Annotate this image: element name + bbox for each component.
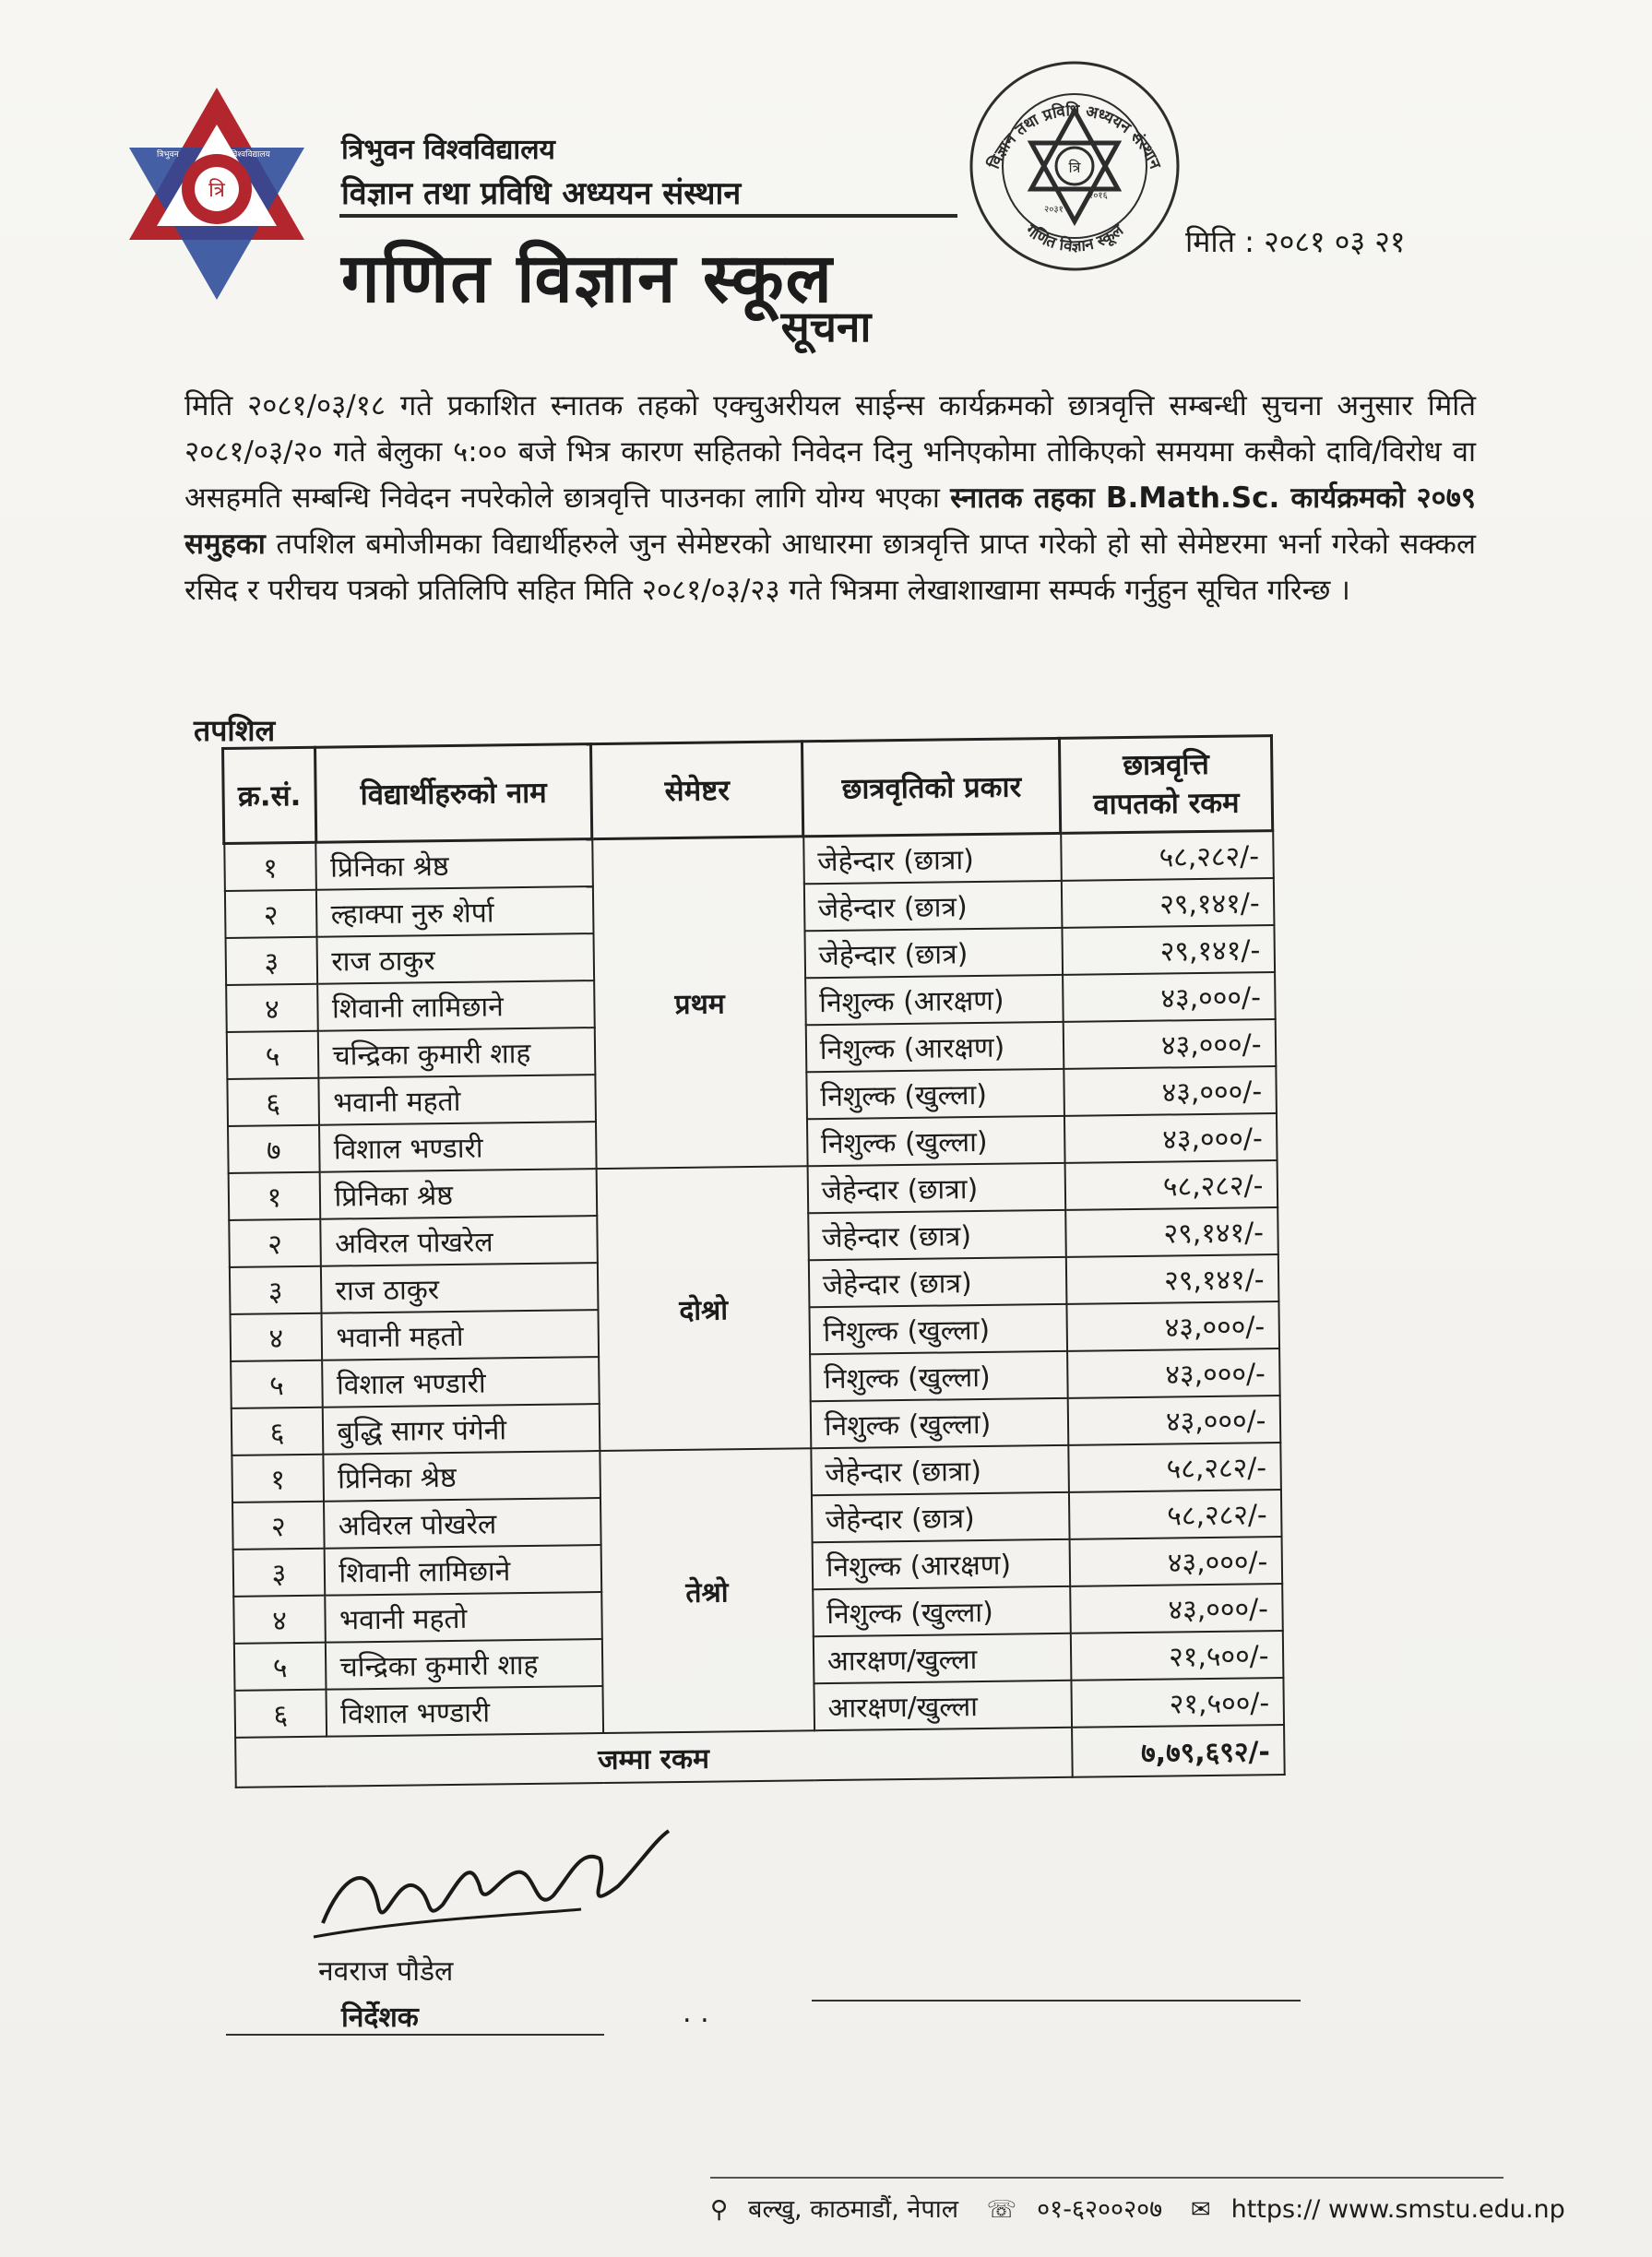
row-scholarship-type: जेहेन्दार (छात्रा) — [807, 1163, 1065, 1213]
row-scholarship-type: निशुल्क (खुल्ला) — [810, 1398, 1068, 1448]
row-sn: ४ — [230, 1313, 323, 1361]
row-sn: २ — [224, 890, 317, 938]
row-student-name: भवानी महतो — [319, 1075, 596, 1125]
footer-divider — [710, 2177, 1503, 2179]
row-student-name: विशाल भण्डारी — [327, 1686, 603, 1737]
row-scholarship-type: निशुल्क (खुल्ला) — [813, 1586, 1071, 1636]
row-amount: २९,१४१/- — [1062, 878, 1274, 928]
row-semester: दोश्रो — [596, 1166, 811, 1451]
svg-text:विज्ञान तथा प्रविधि अध्ययन संस: विज्ञान तथा प्रविधि अध्ययन संस्थान — [984, 101, 1165, 172]
header-divider — [339, 214, 957, 218]
row-scholarship-type: जेहेन्दार (छात्र) — [808, 1210, 1066, 1260]
row-scholarship-type: निशुल्क (आरक्षण) — [805, 1022, 1064, 1072]
header-type: छात्रवृतिको प्रकार — [802, 738, 1061, 836]
row-student-name: चन्द्रिका कुमारी शाह — [326, 1639, 602, 1690]
row-sn: ५ — [231, 1360, 324, 1408]
notice-body-bold: स्नातक तहका B.Math.Sc. कार्यक्रमको २०७९ समुहका — [184, 481, 1476, 561]
tapasil-label: तपशिल — [194, 713, 276, 748]
signature-line — [226, 2034, 604, 2036]
row-amount: ४३,०००/- — [1069, 1537, 1281, 1586]
row-student-name: राज ठाकुर — [317, 933, 594, 984]
row-amount: ४३,०००/- — [1064, 1066, 1276, 1116]
university-name: त्रिभुवन विश्वविद्यालय — [341, 134, 555, 166]
svg-text:त्रि: त्रि — [1068, 159, 1081, 176]
row-scholarship-type: जेहेन्दार (छात्र) — [804, 881, 1063, 931]
row-amount: ५८,२८२/- — [1061, 831, 1273, 881]
scholarship-table-wrapper — [221, 734, 1295, 1788]
row-amount: ४३,०००/- — [1064, 1113, 1277, 1163]
location-pin-icon: ⚲ — [710, 2196, 729, 2224]
row-amount: ५८,२८२/- — [1069, 1490, 1281, 1539]
row-semester: तेश्रो — [600, 1448, 814, 1733]
table-body — [224, 831, 1284, 1788]
footer-address: बल्खु, काठमाडौं, नेपाल — [748, 2195, 958, 2224]
total-label: जम्मा रकम — [235, 1728, 1073, 1788]
signature-dots: . . — [683, 1997, 709, 2029]
row-sn: १ — [224, 842, 317, 891]
svg-text:गणित विज्ञान स्कूल: गणित विज्ञान स्कूल — [1022, 220, 1127, 256]
row-amount: ५८,२८२/- — [1068, 1443, 1280, 1492]
row-student-name: अविरल पोखरेल — [324, 1498, 600, 1549]
row-sn: २ — [232, 1502, 326, 1550]
row-student-name: चन्द्रिका कुमारी शाह — [318, 1028, 595, 1078]
row-student-name: भवानी महतो — [326, 1592, 602, 1643]
row-student-name: विशाल भण्डारी — [319, 1122, 596, 1172]
footer — [710, 2191, 1586, 2225]
notice-body-part1: मिति २०८१/०३/१८ गते प्रकाशित स्नातक तहको एक्चुअरीयल साईन्स कार्यक्रमको छात्रवृत्ति सम्बन्धी सुचना अनुसार मिति २०८१/०३/२० गते बेलुका ५:०० बजे भित्र कारण सहितको निवेदन दिनु भनिएकोमा तोकिएको समयमा कसैको दावि/विरोध वा असहमति सम्बन्धि निवेदन नपरेकोले छात्रवृत्ति पाउनका लागि योग्य भएका — [184, 389, 1476, 515]
row-student-name: भवानी महतो — [322, 1310, 599, 1360]
row-student-name: प्रिनिका श्रेष्ठ — [316, 839, 593, 890]
row-scholarship-type: आरक्षण/खुल्ला — [814, 1633, 1072, 1683]
row-student-name: प्रिनिका श्रेष्ठ — [324, 1451, 600, 1502]
row-sn: ३ — [232, 1549, 326, 1597]
row-amount: २९,१४१/- — [1062, 925, 1274, 975]
row-scholarship-type: आरक्षण/खुल्ला — [814, 1681, 1072, 1730]
row-sn: ३ — [225, 937, 318, 985]
svg-text:२०३१: २०३१ — [1044, 205, 1064, 215]
row-sn: ५ — [233, 1643, 327, 1691]
row-sn: ४ — [226, 984, 319, 1032]
director-name: नवराज पौडेल — [318, 1955, 454, 1988]
row-sn: ३ — [229, 1266, 322, 1314]
row-amount: ४३,०००/- — [1070, 1584, 1282, 1633]
row-amount: २९,१४१/- — [1066, 1254, 1278, 1304]
row-scholarship-type: जेहेन्दार (छात्र) — [812, 1492, 1070, 1542]
notice-date: मिति : २०८१ ०३ २१ — [1185, 224, 1406, 259]
row-amount: ४३,०००/- — [1066, 1301, 1278, 1351]
row-sn: १ — [228, 1172, 321, 1220]
row-student-name: शिवानी लामिछाने — [318, 980, 595, 1031]
row-amount: २९,१४१/- — [1065, 1207, 1278, 1257]
header-amount-line2: वापतको रकम — [1093, 786, 1240, 822]
scholarship-table — [221, 734, 1286, 1788]
footer-website[interactable]: https:// www.smstu.edu.np — [1230, 2195, 1565, 2224]
notice-body — [184, 383, 1476, 613]
row-sn: ४ — [233, 1596, 327, 1644]
phone-icon: ☏ — [986, 2196, 1017, 2224]
total-amount: ७,७९,६९२/- — [1072, 1725, 1284, 1777]
row-sn: २ — [229, 1219, 322, 1267]
row-amount: ४३,०००/- — [1067, 1348, 1279, 1398]
header-name: विद्यार्थीहरुको नाम — [315, 744, 591, 843]
svg-text:२०१६: २०१६ — [1088, 191, 1108, 201]
row-sn: ६ — [227, 1078, 320, 1126]
row-scholarship-type: निशुल्क (आरक्षण) — [812, 1539, 1070, 1589]
notice-title: सूचना — [780, 302, 872, 351]
notice-body-part2: तपशिल बमोजीमका विद्यार्थीहरुले जुन सेमेष्टरको आधारमा छात्रवृत्ति प्राप्त गरेको हो सो सेमेष्टरमा भर्ना गरेको सक्कल रसिद र परीचय पत्रको प्रतिलिपि सहित मिति २०८१/०३/२३ गते भित्रमा लेखाशाखामा सम्पर्क गर्नुहुन सूचित गरिन्छ । — [184, 528, 1476, 607]
row-student-name: विशाल भण्डारी — [323, 1357, 600, 1408]
director-signature — [304, 1822, 673, 1951]
row-scholarship-type: जेहेन्दार (छात्रा) — [803, 833, 1062, 884]
row-student-name: प्रिनिका श्रेष्ठ — [320, 1169, 597, 1219]
row-scholarship-type: निशुल्क (खुल्ला) — [809, 1304, 1067, 1354]
row-scholarship-type: जेहेन्दार (छात्रा) — [811, 1445, 1069, 1495]
row-sn: ६ — [231, 1408, 324, 1455]
header-semester: सेमेष्टर — [591, 742, 803, 839]
header-amount-line1: छात्रवृत्ति — [1123, 747, 1209, 783]
institute-seal — [959, 46, 1190, 304]
row-sn: ६ — [234, 1690, 327, 1738]
institute-name: विज्ञान तथा प्रविधि अध्ययन संस्थान — [341, 175, 742, 212]
svg-text:त्रिभुवन: त्रिभुवन — [157, 150, 179, 160]
director-title: निर्देशक — [341, 2002, 419, 2034]
svg-text:विश्वविद्यालय: विश्वविद्यालय — [231, 150, 270, 160]
school-name: गणित विज्ञान स्कूल — [341, 239, 834, 318]
row-sn: ५ — [226, 1031, 319, 1079]
row-amount: २१,५००/- — [1071, 1678, 1283, 1728]
mail-icon: ✉ — [1190, 2196, 1211, 2224]
row-student-name: ल्हाक्पा नुरु शेर्पा — [316, 886, 593, 937]
row-scholarship-type: जेहेन्दार (छात्र) — [804, 928, 1063, 978]
row-student-name: राज ठाकुर — [321, 1263, 598, 1313]
row-sn: १ — [232, 1455, 325, 1503]
row-amount: ४३,०००/- — [1068, 1396, 1280, 1445]
header-amount — [1060, 736, 1273, 834]
blank-signature-line — [812, 2000, 1301, 2002]
svg-text:त्रि: त्रि — [208, 179, 225, 202]
header-sn: क्र.सं. — [223, 747, 316, 843]
row-amount: ४३,०००/- — [1064, 1019, 1276, 1069]
table-header-row — [223, 736, 1273, 844]
row-amount: ५८,२८२/- — [1064, 1160, 1277, 1210]
tu-logo — [120, 83, 314, 304]
row-scholarship-type: निशुल्क (खुल्ला) — [806, 1069, 1064, 1119]
row-amount: ४३,०००/- — [1063, 972, 1275, 1022]
row-scholarship-type: निशुल्क (आरक्षण) — [805, 975, 1064, 1025]
row-scholarship-type: निशुल्क (खुल्ला) — [807, 1116, 1065, 1166]
row-student-name: अविरल पोखरेल — [321, 1216, 598, 1266]
row-scholarship-type: निशुल्क (खुल्ला) — [810, 1351, 1068, 1401]
row-scholarship-type: जेहेन्दार (छात्र) — [809, 1257, 1067, 1307]
footer-phone: ०१-६२००२०७ — [1037, 2195, 1163, 2224]
row-student-name: बुद्धि सागर पंगेनी — [323, 1404, 600, 1455]
row-amount: २१,५००/- — [1071, 1631, 1283, 1681]
row-sn: ७ — [228, 1125, 321, 1173]
row-student-name: शिवानी लामिछाने — [325, 1545, 601, 1596]
row-semester: प्रथम — [592, 837, 807, 1169]
